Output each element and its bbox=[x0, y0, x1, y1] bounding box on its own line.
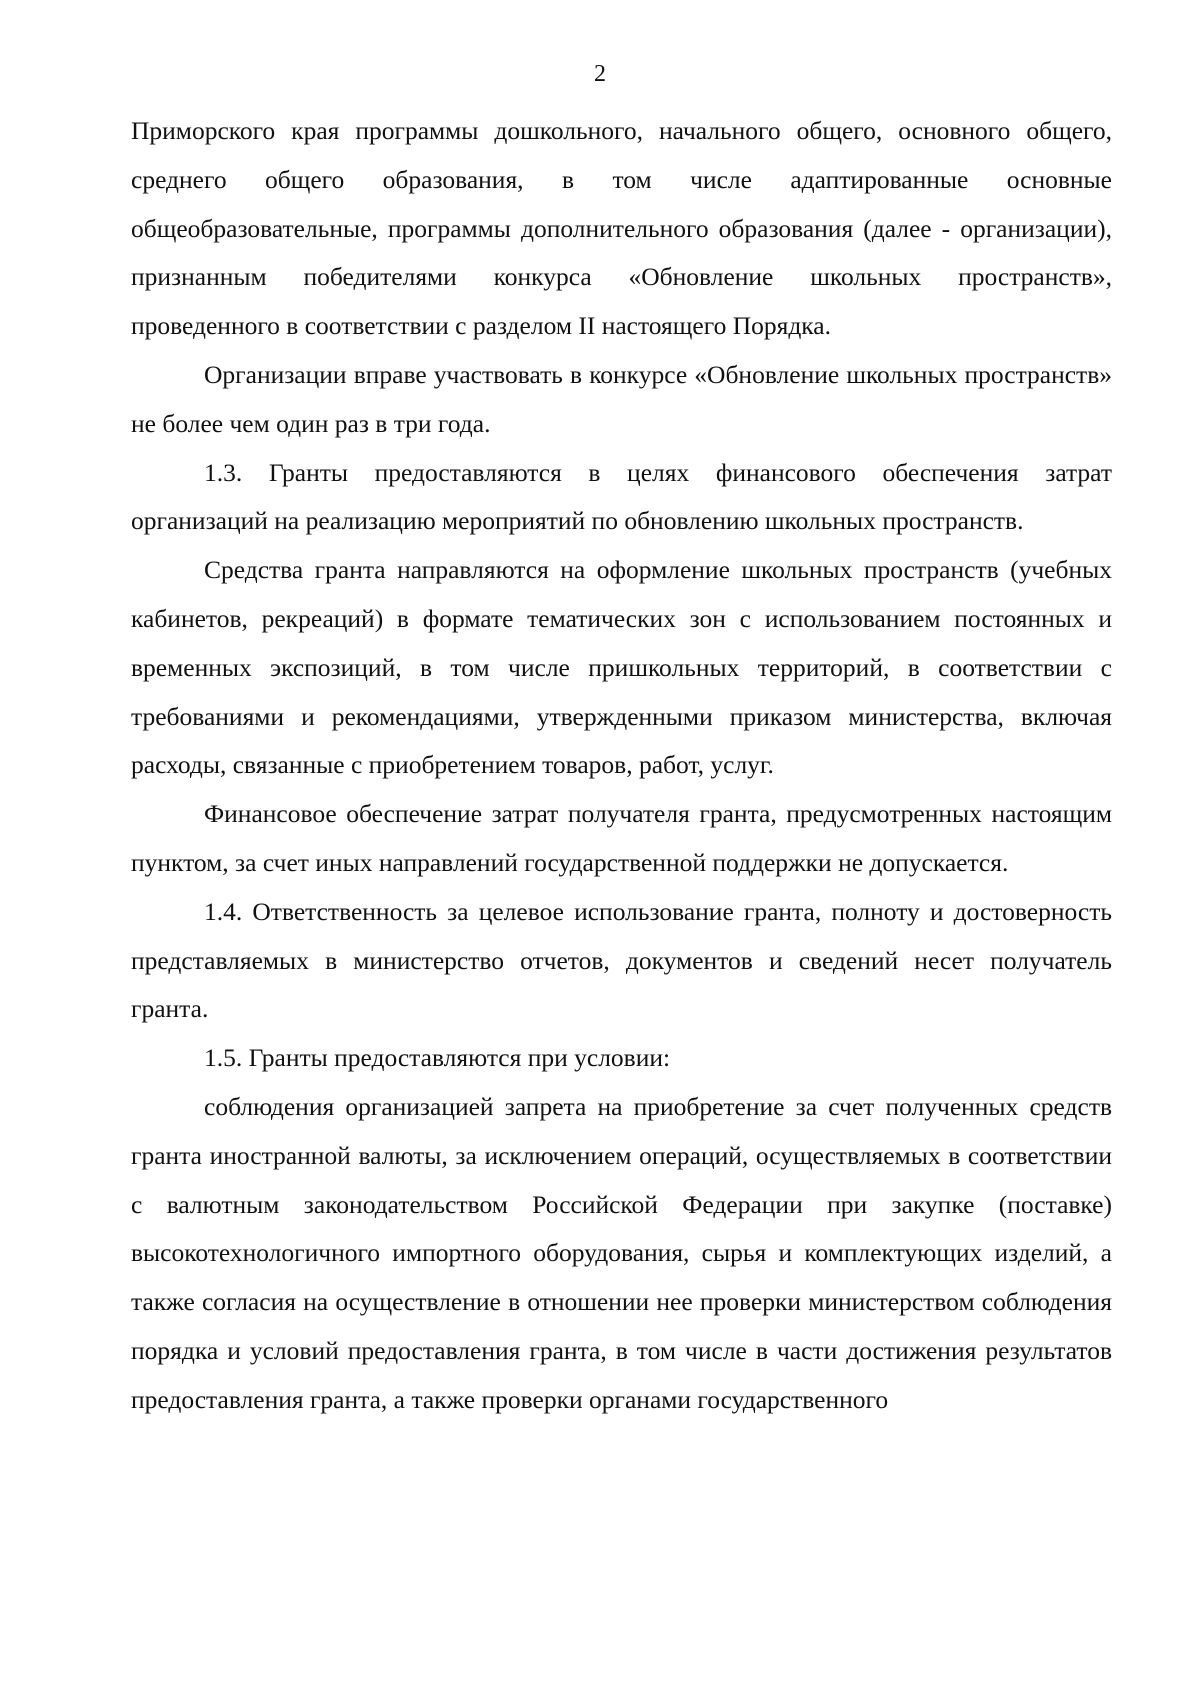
paragraph-1-5: 1.5. Гранты предоставляются при условии: bbox=[204, 1043, 671, 1073]
paragraph-continuation: Приморского края программы дошкольного, начального общего, основного общего, среднего общего образования, в том числе адаптированные основные общеобразовательные, программы дополнительного образования (далее - организации), признанным победителями конкурса «Обновление школьных пространств», проведенного в соответствии с разделом II настоящего Порядка. bbox=[131, 116, 1112, 341]
paragraph-participation-limit: Организации вправе участвовать в конкурсе «Обновление школьных пространств» не более чем один раз в три года. bbox=[131, 359, 1112, 438]
paragraph-financing-restriction: Финансовое обеспечение затрат получателя гранта, предусмотренных настоящим пунктом, за счет иных направлений государственной поддержки не допускается. bbox=[131, 799, 1112, 877]
paragraph-grant-funds-use: Средства гранта направляются на оформление школьных пространств (учебных кабинетов, рекреаций) в формате тематических зон с использованием постоянных и временных экспозиций, в том числе пришкольных территорий, в соответствии с требованиями и рекомендациями, утвержденными приказом министерства, включая расходы, связанные с приобретением товаров, работ, услуг. bbox=[131, 555, 1112, 780]
paragraph-condition-currency: соблюдения организацией запрета на приобретение за счет полученных средств гранта иностранной валюты, за исключением операций, осуществляемых в соответствии с валютным законодательством Российской Федерации при закупке (поставке) высокотехнологичного импортного оборудования, сырья и комплектующих изделий, а также согласия на осуществление в отношении нее проверки министерством соблюдения порядка и условий предоставления гранта, в том числе в части достижения результатов предоставления гранта, а также проверки органами государственного bbox=[131, 1091, 1112, 1414]
paragraph-1-4: 1.4. Ответственность за целевое использование гранта, полноту и достоверность представляемых в министерство отчетов, документов и сведений несет получатель гранта. bbox=[131, 896, 1112, 1024]
document-body bbox=[131, 107, 1112, 1425]
page-number: 2 bbox=[594, 61, 606, 87]
paragraph-1-3: 1.3. Гранты предоставляются в целях финансового обеспечения затрат организаций на реализацию мероприятий по обновлению школьных пространств. bbox=[131, 457, 1112, 536]
